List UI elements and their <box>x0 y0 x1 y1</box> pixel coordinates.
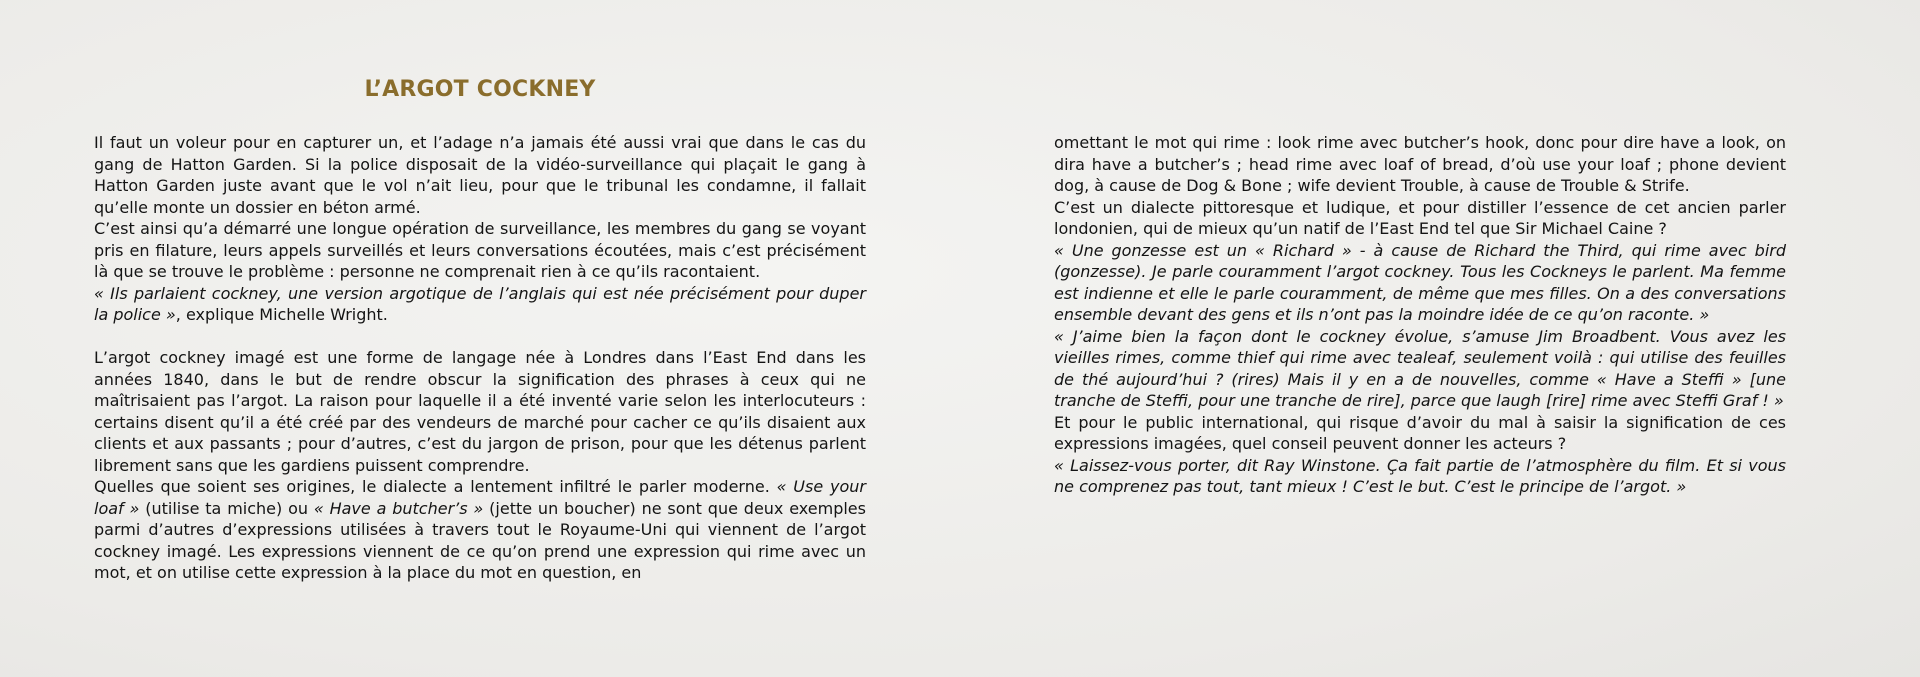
paragraph: C’est un dialecte pittoresque et ludique, et pour distiller l’essence de cet ancien parler londonien, qui de mieux qu’un natif de l’East End tel que Sir Michael Caine ? <box>1054 197 1786 238</box>
quote-text: « Une gonzesse est un « Richard » - à cause de Richard the Third, qui rime avec bird (gonzesse). Je parle couramment l’argot cockney. Tous les Cockneys le parlent. Ma femme est indienne et elle le parle couramment, de même que mes filles. On a des conversations ensemble devant des gens et ils n’ont pas la moindre idée de ce qu’on raconte. » <box>1054 240 1786 324</box>
paragraph-text: (utilise ta miche) ou <box>139 498 314 518</box>
page-title: L’ARGOT COCKNEY <box>364 77 596 102</box>
paragraph-text: Quelles que soient ses origines, le dialecte a lentement infiltré le parler moderne. <box>94 477 777 496</box>
left-column <box>94 132 866 584</box>
paragraph: Il faut un voleur pour en capturer un, et l’adage n’a jamais été aussi vrai que dans le cas du gang de Hatton Garden. Si la police disposait de la vidéo-surveillance qui plaçait le gang à Hatton Garden juste avant que le vol n’ait lieu, pour que le tribunal les condamne, il fallait qu’elle monte un dossier en béton armé. <box>94 133 866 217</box>
quote-text: « Laissez-vous porter, dit Ray Winstone. Ça fait partie de l’atmosphère du film. Et si vous ne comprenez pas tout, tant mieux ! C’est le but. C’est le principe de l’argot. » <box>1054 455 1786 496</box>
paragraph <box>1054 240 1786 326</box>
right-column <box>1054 132 1786 498</box>
paragraph: Et pour le public international, qui risque d’avoir du mal à saisir la signification de ces expressions imagées, quel conseil peuvent donner les acteurs ? <box>1054 412 1786 453</box>
paragraph <box>1054 326 1786 412</box>
expression-text: « Use your loaf » <box>94 477 866 518</box>
expression-text: « Have a butcher’s » <box>313 498 484 518</box>
right-page <box>960 0 1920 677</box>
paragraph: L’argot cockney imagé est une forme de langage née à Londres dans l’East End dans les années 1840, dans le but de rendre obscur la signification des phrases à ceux qui ne maîtrisaient pas l’argot. La raison pour laquelle il a été inventé varie selon les interlocuteurs : certains disent qu’il a été créé par des vendeurs de marché pour cacher ce qu’ils disaient aux clients et aux passants ; pour d’autres, c’est du jargon de prison, pour que les détenus parlent librement sans que les gardiens puissent comprendre. <box>94 348 866 475</box>
paragraph <box>1054 455 1786 498</box>
quote-text: « Ils parlaient cockney, une version argotique de l’anglais qui est née précisément pour duper la police » <box>94 283 866 324</box>
paragraph: C’est ainsi qu’a démarré une longue opération de surveillance, les membres du gang se voyant pris en filature, leurs appels surveillés et leurs conversations écoutées, mais c’est précisément là que se trouve le problème : personne ne comprenait rien à ce qu’ils racontaient. <box>94 219 866 281</box>
paragraph: omettant le mot qui rime : look rime avec butcher’s hook, donc pour dire have a look, on dira have a butcher’s ; head rime avec loaf of bread, d’où use your loaf ; phone devient dog, à cause de Dog & Bone ; wife devient Trouble, à cause de Trouble & Strife. <box>1054 133 1786 195</box>
paragraph-text: (jette un boucher) ne sont que deux exemples parmi d’autres d’expressions utilisées à travers tout le Royaume-Uni qui viennent de l’argot cockney imagé. Les expressions viennent de ce qu’on prend une expression qui rime avec un mot, et on utilise cette expression à la place du mot en question, en <box>94 498 866 582</box>
attribution-text: , explique Michelle Wright. <box>175 305 388 324</box>
quote-text: « J’aime bien la façon dont le cockney évolue, s’amuse Jim Broadbent. Vous avez les vieilles rimes, comme thief qui rime avec tealeaf, seulement voilà : qui utilise des feuilles de thé aujourd’hui ? (rires) Mais il y en a de nouvelles, comme « Have a Steffi » [une tranche de Steffi, pour une tranche de rire], parce que laugh [rire] rime avec Steffi Graf ! » <box>1054 326 1786 410</box>
paragraph <box>94 283 866 326</box>
paragraph <box>94 476 866 584</box>
